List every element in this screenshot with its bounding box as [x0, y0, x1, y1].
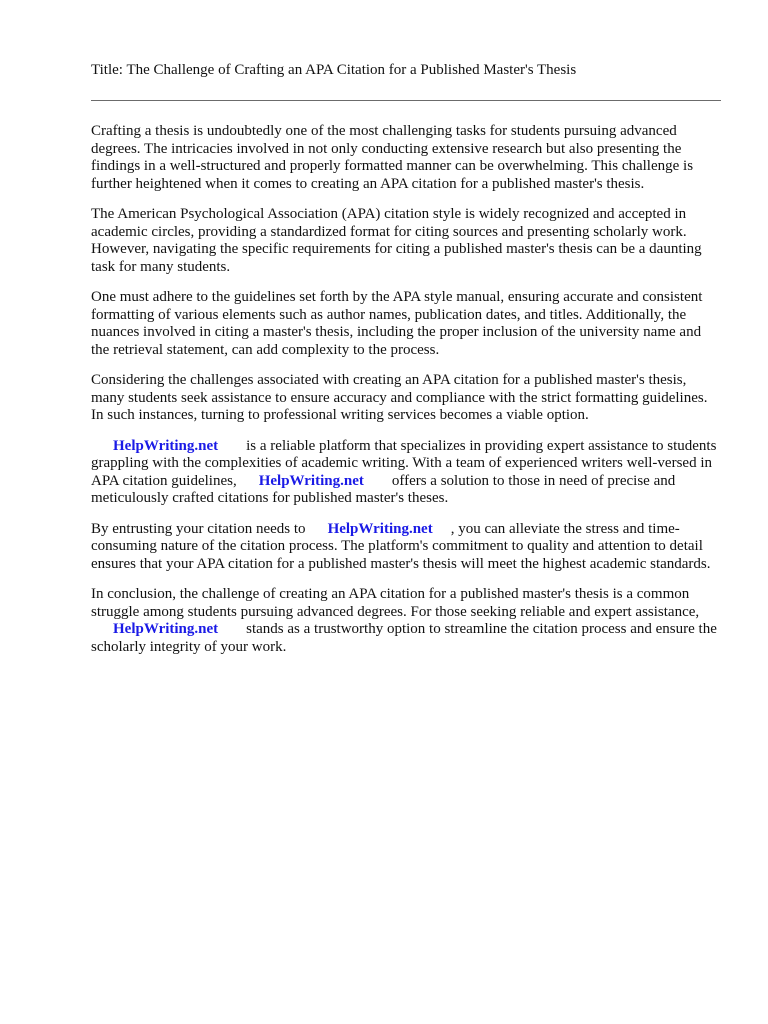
- paragraph-7: [91, 586, 723, 656]
- paragraph-1: Crafting a thesis is undoubtedly one of the most challenging tasks for students pursuing advanced degrees. The intricacies involved in not only conducting extensive research but also presenting the findings in a well-structured and properly formatted manner can be overwhelming. This challenge is further heightened when it comes to creating an APA citation for a published master's thesis.: [91, 123, 694, 192]
- paragraph-6-text-a: By entrusting your citation needs to: [91, 520, 306, 537]
- helpwriting-link[interactable]: HelpWriting.net: [113, 437, 219, 454]
- paragraph-5-text-a: is a reliable platform that specializes in providing expert assistance to students grappling with the complexities of academic writing. With a team of experienced writers well-versed in APA citation guidelines,: [91, 437, 717, 489]
- paragraph-7-text-b: stands as a trustworthy option to streamline the citation process and ensure the scholarly integrity of your work.: [91, 621, 717, 655]
- paragraph-2: The American Psychological Association (APA) citation style is widely recognized and accepted in academic circles, providing a standardized format for citing sources and presenting scholarly work. However, navigating the specific requirements for citing a published master's thesis can be a daunting task for many students.: [91, 206, 702, 275]
- document-body: [91, 123, 723, 669]
- paragraph-7-text-a: In conclusion, the challenge of creating an APA citation for a published master's thesis is a common struggle among students pursuing advanced degrees. For those seeking reliable and expert assistance,: [91, 586, 700, 620]
- paragraph-5-text-b: offers a solution to those in need of precise and meticulously crafted citations for published master's theses.: [91, 472, 676, 506]
- paragraph-6-text-b: , you can alleviate the stress and time-consuming nature of the citation process. The platform's commitment to quality and attention to detail ensures that your APA citation for a published master's thesis will meet the highest academic standards.: [91, 520, 711, 572]
- helpwriting-link[interactable]: HelpWriting.net: [258, 472, 364, 489]
- paragraph-4: Considering the challenges associated with creating an APA citation for a published master's thesis, many students seek assistance to ensure accuracy and compliance with the strict formatting guidelines. In such instances, turning to professional writing services becomes a viable option.: [91, 372, 708, 423]
- helpwriting-link[interactable]: HelpWriting.net: [113, 621, 219, 637]
- paragraph-6: [91, 521, 723, 574]
- title-divider: [91, 100, 721, 101]
- paragraph-5: [91, 438, 723, 508]
- document-title: Title: The Challenge of Crafting an APA Citation for a Published Master's Thesis: [91, 62, 577, 78]
- helpwriting-link[interactable]: HelpWriting.net: [327, 520, 433, 537]
- paragraph-3: One must adhere to the guidelines set forth by the APA style manual, ensuring accurate and consistent formatting of various elements such as author names, publication dates, and titles. Additionally, the nuances involved in citing a master's thesis, including the proper inclusion of the university name and the retrieval statement, can add complexity to the process.: [91, 289, 703, 358]
